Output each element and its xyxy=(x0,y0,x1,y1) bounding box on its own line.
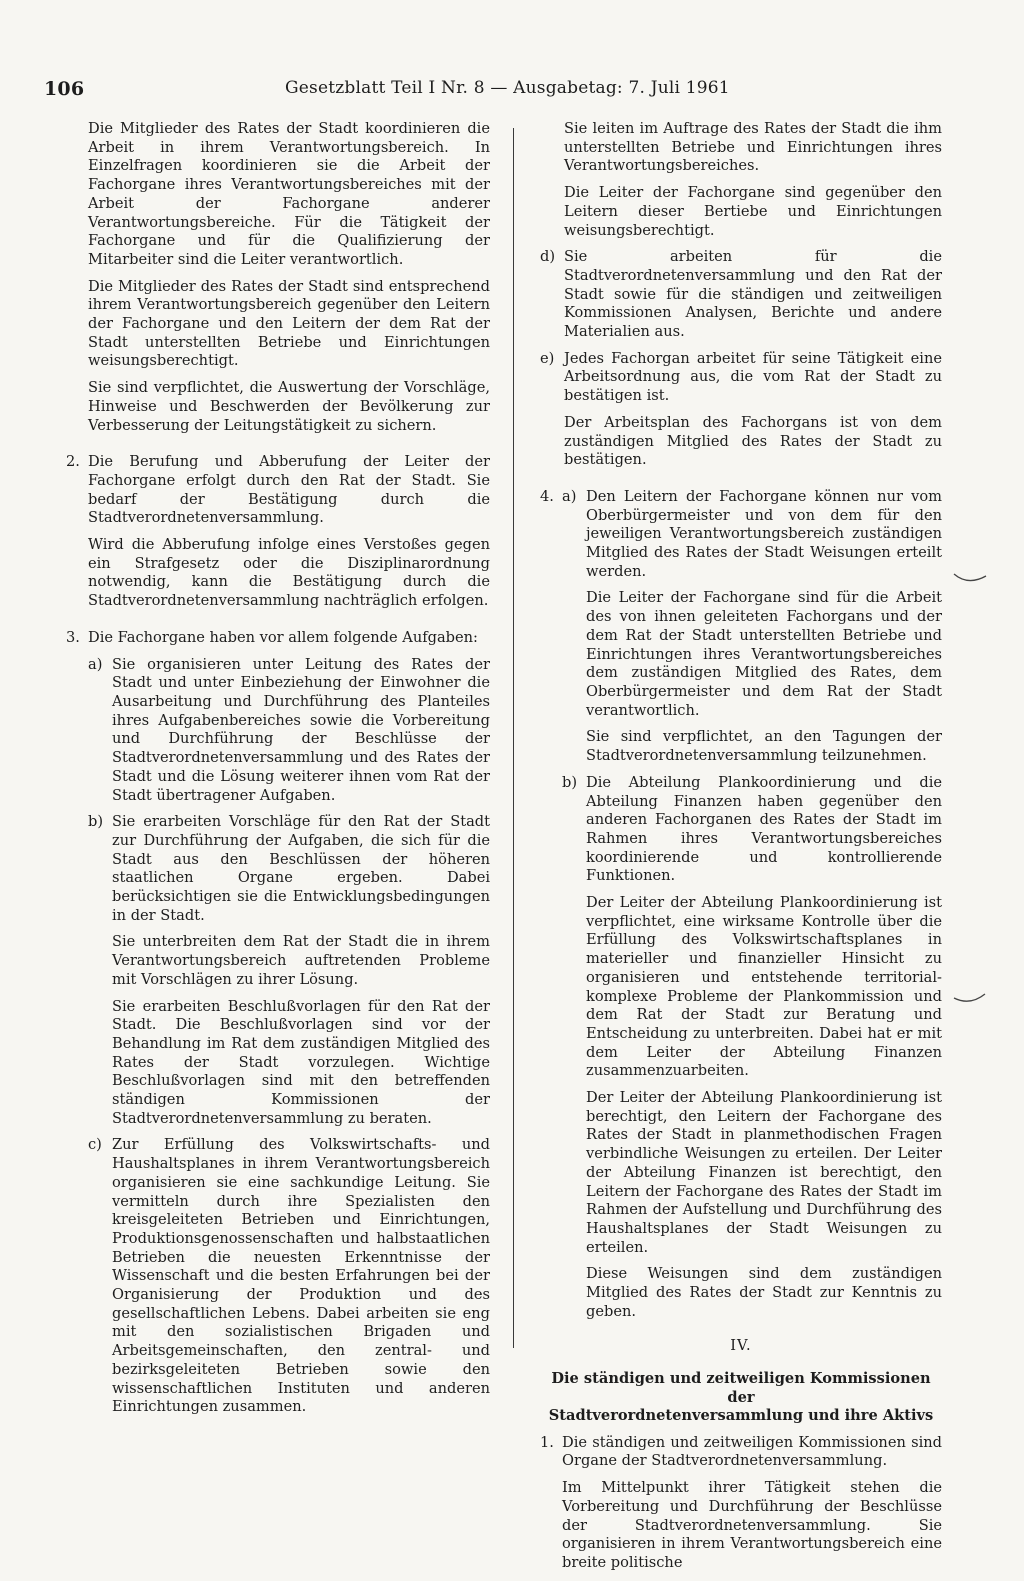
list-item-4 xyxy=(540,488,942,1322)
section-heading-line: Die ständigen und zeitweiligen Kommissionen der xyxy=(551,1370,931,1406)
paragraph: Die Leiter der Fachorgane sind für die Arbeit des von ihnen geleiteten Fachorgans und der dem Rat der Stadt unterstellten Betriebe und Einrichtungen ihres Verantwortungsbereiches dem zuständigen Mitglied des Rates, dem Oberbürgermeister und dem Rat der Stadt verantwortlich. xyxy=(586,589,942,719)
paragraph: Sie arbeiten für die Stadtverordnetenversammlung und den Rat der Stadt sowie für die ständigen und zeitweiligen Kommissionen Analysen, Berichte und andere Materialien aus. xyxy=(564,248,942,341)
paragraph: Sie organisieren unter Leitung des Rates der Stadt und unter Einbeziehung der Einwohner die Ausarbeitung und Durchführung des Planteiles ihres Aufgabenbereiches sowie die Vorbereitung und Durchführung der Beschlüsse der Stadtverordnetenversammlung und des Rates der Stadt und die Lösung weiterer ihnen vom Rat der Stadt übertragener Aufgaben. xyxy=(112,655,490,804)
continued-sub-item-c xyxy=(540,120,942,240)
margin-mark xyxy=(952,992,988,1008)
item-number: 2. xyxy=(66,453,80,471)
paragraph: Die ständigen und zeitweiligen Kommissionen sind Organe der Stadtverordnetenversammlung. xyxy=(562,1433,942,1470)
sub-item-label: d) xyxy=(540,248,556,266)
item-number: 4. xyxy=(540,487,554,505)
sub-item-label: a) xyxy=(88,655,103,673)
paragraph: Diese Weisungen sind dem zuständigen Mitglied des Rates der Stadt zur Kenntnis zu geben. xyxy=(586,1265,942,1320)
section-heading-line: Stadtverordnetenversammlung und ihre Aktivs xyxy=(548,1407,934,1425)
sub-item-label: b) xyxy=(88,813,104,831)
paragraph: Der Leiter der Abteilung Plankoordinierung ist verpflichtet, eine wirksame Kontrolle über die Erfüllung des Volkswirtschaftsplanes in materieller und finanzieller Hinsicht zu organisieren und entstehende territorial-komplexe Probleme der Plankommission und dem Rat der Stadt zur Beratung und Entscheidung zu unterbreiten. Dabei hat er mit dem Leiter der Abteilung Finanzen zusammenzuarbeiten. xyxy=(586,894,942,1080)
paragraph: Im Mittelpunkt ihrer Tätigkeit stehen die Vorbereitung und Durchführung der Beschlüsse der Stadtverordnetenversammlung. Sie organisieren in ihrem Verantwortungsbereich eine breite politische xyxy=(562,1479,942,1571)
paragraph: Zur Erfüllung des Volkswirtschafts- und Haushaltsplanes in ihrem Verantwortungsbereich organisieren sie eine sachkundige Leitung. Sie vermitteln durch ihre Spezialisten den kreisgeleiteten Betrieben und Einrichtungen, Produktionsgenossenschaften und halbstaatlichen Betrieben die neuesten Erkenntnisse der Wissenschaft und die besten Erfahrungen bei der Organisierung der Produktion und des gesellschaftlichen Lebens. Dabei arbeiten sie eng mit den sozialistischen Brigaden und Arbeitsgemeinschaften, den zentral- und bezirksgeleiteten Betrieben sowie den wissenschaftlichen Instituten und anderen Einrichtungen zusammen. xyxy=(112,1136,490,1416)
paragraph: Die Fachorgane haben vor allem folgende Aufgaben: xyxy=(88,628,478,646)
column-divider xyxy=(513,128,514,1348)
gazette-title: Gesetzblatt Teil I Nr. 8 — Ausgabetag: 7. Juli 1961 xyxy=(285,78,730,98)
paragraph: Die Berufung und Abberufung der Leiter der Fachorgane erfolgt durch den Rat der Stadt. Sie bedarf der Bestätigung durch die Stadtverordnetenversammlung. xyxy=(88,453,490,527)
paragraph: Den Leitern der Fachorgane können nur vom Oberbürgermeister und von dem für den jeweiligen Verantwortungsbereich zuständigen Mitglied des Rates der Stadt Weisungen erteilt werden. xyxy=(586,487,942,580)
page-header xyxy=(44,78,734,104)
item-number: 3. xyxy=(66,628,80,646)
right-column xyxy=(540,120,942,1581)
sub-item-a xyxy=(562,488,942,766)
sub-item-e xyxy=(540,350,942,470)
sub-item-d xyxy=(540,248,942,342)
item-number: 1. xyxy=(540,1433,554,1451)
paragraph: Der Leiter der Abteilung Plankoordinierung ist berechtigt, den Leitern der Fachorgane des Rates der Stadt in planmethodischen Fragen verbindliche Weisungen zu erteilen. Der Leiter der Abteilung Finanzen ist berechtigt, den Leitern der Fachorgane des Rates der Stadt im Rahmen der Aufstellung und Durchführung des Haushaltsplanes der Stadt Weisungen zu erteilen. xyxy=(586,1089,942,1256)
list-item-3 xyxy=(66,629,490,1417)
paragraph: Der Arbeitsplan des Fachorgans ist von dem zuständigen Mitglied des Rates der Stadt zu bestätigen. xyxy=(564,413,942,469)
sub-item-b xyxy=(88,813,490,1128)
sub-item-c xyxy=(88,1136,490,1417)
paragraph: Sie leiten im Auftrage des Rates der Stadt die ihm unterstellten Betriebe und Einrichtungen ihres Verantwortungsbereiches. xyxy=(564,120,942,175)
section-number: IV. xyxy=(730,1337,752,1355)
sub-item-label: a) xyxy=(562,487,577,505)
section-heading xyxy=(540,1370,942,1426)
sub-item-b xyxy=(562,774,942,1322)
sub-item-label: c) xyxy=(88,1136,102,1154)
list-item-1 xyxy=(540,1434,942,1573)
margin-mark xyxy=(952,570,988,586)
paragraph: Jedes Fachorgan arbeitet für seine Tätigkeit eine Arbeitsordnung aus, die vom Rat der Stadt zu bestätigen ist. xyxy=(564,349,942,405)
paragraph: Sie unterbreiten dem Rat der Stadt die in ihrem Verantwortungsbereich auftretenden Probleme mit Vorschlägen zu ihrer Lösung. xyxy=(112,933,490,988)
paragraph: Sie erarbeiten Beschlußvorlagen für den Rat der Stadt. Die Beschlußvorlagen sind vor der Behandlung im Rat dem zuständigen Mitglied des Rates der Stadt vorzulegen. Wichtige Beschlußvorlagen sind mit den betreffenden ständigen Kommissionen der Stadtverordnetenversammlung zu beraten. xyxy=(112,997,490,1127)
page-number: 106 xyxy=(44,78,85,100)
sub-item-label: e) xyxy=(540,349,555,367)
paragraph: Die Abteilung Plankoordinierung und die Abteilung Finanzen haben gegenüber den anderen Fachorganen des Rates der Stadt im Rahmen ihres Verantwortungsbereiches koordinierende und kontrollierende Funktionen. xyxy=(586,773,942,885)
paragraph: Sie sind verpflichtet, die Auswertung der Vorschläge, Hinweise und Beschwerden der Bevölkerung zur Verbesserung der Leitungstätigkeit zu sichern. xyxy=(88,379,490,434)
sub-item-a xyxy=(88,656,490,806)
list-item-2 xyxy=(66,453,490,611)
left-column xyxy=(66,120,490,1425)
sub-item-label: b) xyxy=(562,773,578,791)
paragraph: Die Mitglieder des Rates der Stadt koordinieren die Arbeit in ihrem Verantwortungsbereich. In Einzelfragen koordinieren sie die Arbeit der Fachorgane ihres Verantwortungsbereiches mit der Arbeit der Fachorgane anderer Verantwortungsbereiche. Für die Tätigkeit der Fachorgane und für die Qualifizierung der Mitarbeiter sind die Leiter verantwortlich. xyxy=(88,120,490,268)
paragraph: Die Mitglieder des Rates der Stadt sind entsprechend ihrem Verantwortungsbereich gegenüber den Leitern der Fachorgane und den Leitern der dem Rat der Stadt unterstellten Betriebe und Einrichtungen weisungsberechtigt. xyxy=(88,277,490,370)
paragraph: Wird die Abberufung infolge eines Verstoßes gegen ein Strafgesetz oder die Disziplinarordnung notwendig, kann die Bestätigung durch die Stadtverordnetenversammlung nachträglich erfolgen. xyxy=(88,536,490,610)
paragraph: Die Leiter der Fachorgane sind gegenüber den Leitern dieser Bertiebe und Einrichtungen weisungsberechtigt. xyxy=(564,184,942,239)
paragraph: Sie erarbeiten Vorschläge für den Rat der Stadt zur Durchführung der Aufgaben, die sich für die Stadt aus den Beschlüssen der höheren staatlichen Organe ergeben. Dabei berücksichtigen sie die Entwicklungsbedingungen in der Stadt. xyxy=(112,813,490,924)
paragraph: Sie sind verpflichtet, an den Tagungen der Stadtverordnetenversammlung teilzunehmen. xyxy=(586,728,942,765)
